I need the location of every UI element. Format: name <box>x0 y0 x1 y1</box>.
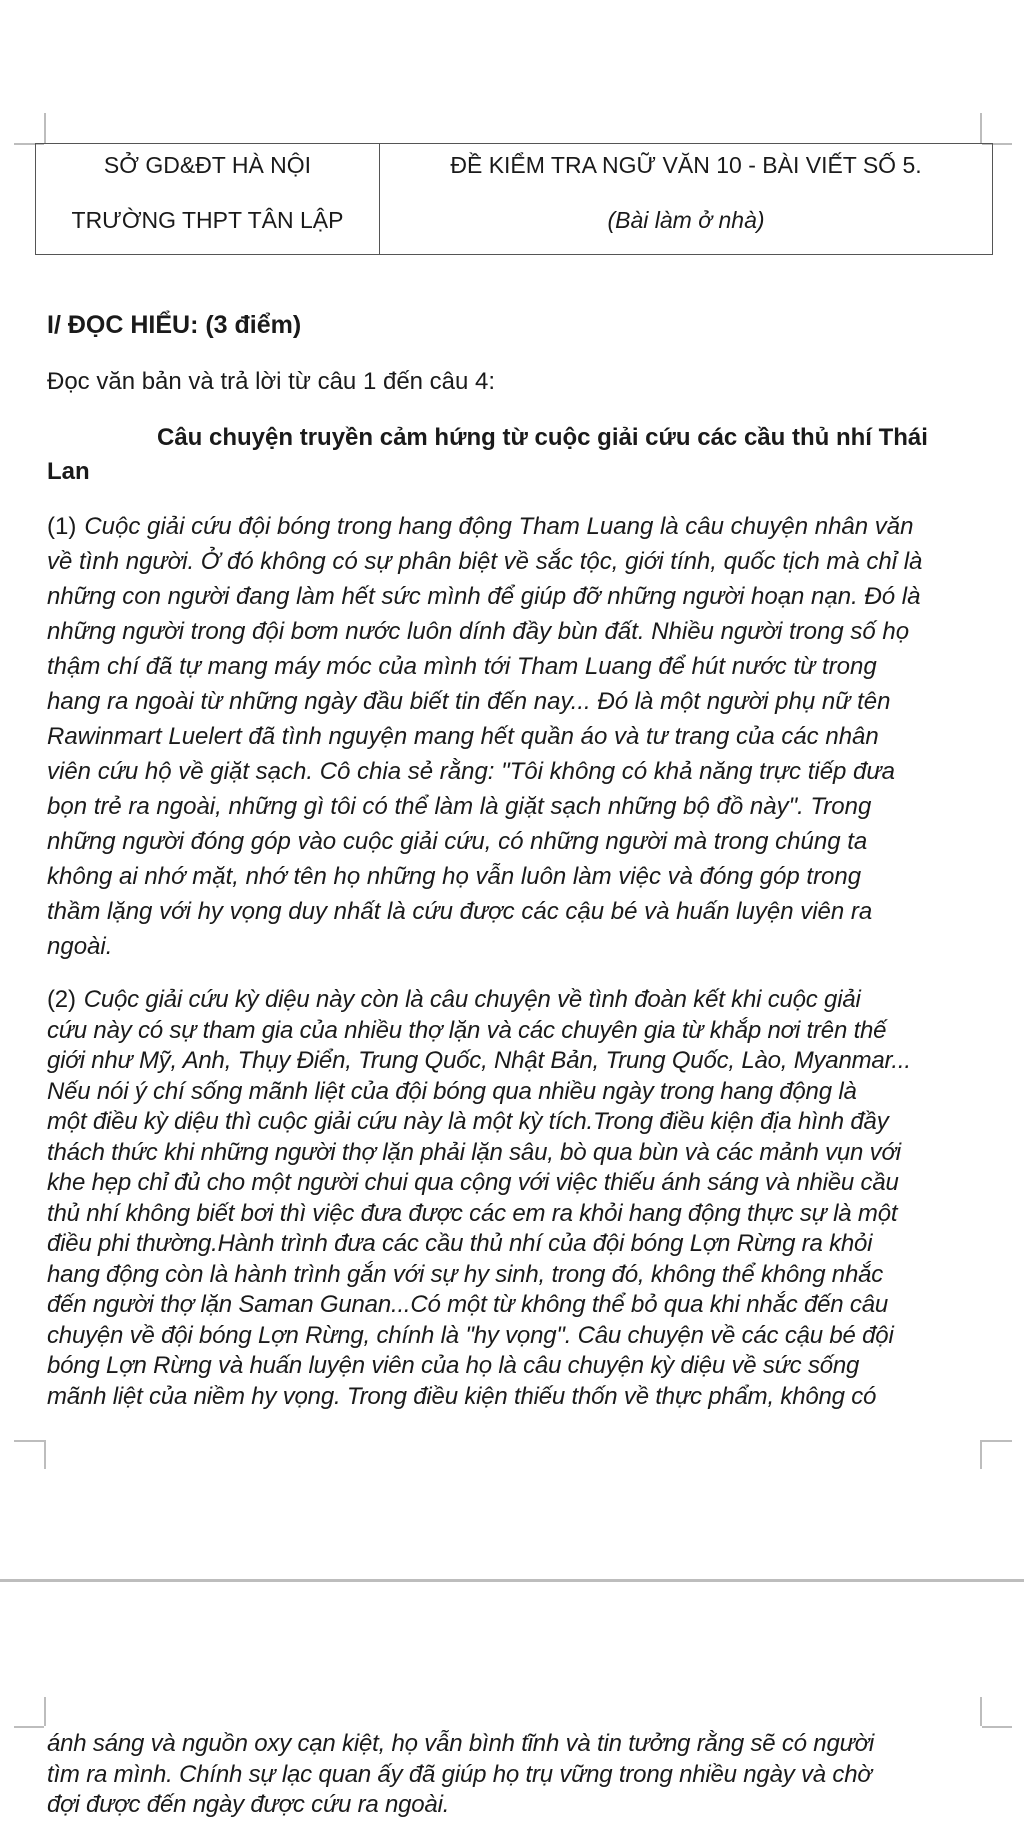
exam-info-cell <box>380 144 993 255</box>
paragraph-line: đến người thợ lặn Saman Gunan...Có một từ không thể bỏ qua khi nhắc đến câu <box>47 1291 888 1318</box>
paragraph-number: (1) <box>47 513 77 540</box>
paragraph-2-continued <box>47 1729 992 1821</box>
crop-mark-top-left-v <box>44 1697 46 1726</box>
paragraph-line: những người đóng góp vào cuộc giải cứu, có những người mà trong chúng ta <box>47 828 868 855</box>
crop-mark-top-left-h <box>14 1726 44 1728</box>
paragraph-line: bọn trẻ ra ngoài, những gì tôi có thể làm là giặt sạch những bộ đồ này". Trong <box>47 793 872 820</box>
crop-mark-top-right-h <box>982 1726 1012 1728</box>
paragraph-line: tìm ra mình. Chính sự lạc quan ấy đã giúp họ trụ vững trong nhiều ngày và chờ <box>47 1760 872 1788</box>
paragraph-line: một điều kỳ diệu thì cuộc giải cứu này là một kỳ tích.Trong điều kiện địa hình đầy <box>47 1108 889 1135</box>
paragraph-line: đợi được đến ngày được cứu ra ngoài. <box>47 1791 450 1818</box>
school-name: TRƯỜNG THPT TÂN LẬP <box>71 207 344 233</box>
paragraph-line: Nếu nói ý chí sống mãnh liệt của đội bóng qua nhiều ngày trong hang động là <box>47 1077 857 1105</box>
crop-mark-bottom-right-h <box>982 1440 1012 1442</box>
paragraph-line: chuyện về đội bóng Lợn Rừng, chính là "hy vọng". Câu chuyện về các cậu bé đội <box>47 1321 894 1349</box>
article-title-line-1: Câu chuyện truyền cảm hứng từ cuộc giải cứu các cầu thủ nhí Thái <box>157 424 928 451</box>
paragraph-number: (2) <box>47 986 76 1013</box>
department-name: SỞ GD&ĐT HÀ NỘI <box>103 152 312 178</box>
paragraph-line: thậm chí đã tự mang máy móc của mình tới Tham Luang để hút nước từ trong <box>47 653 877 680</box>
crop-mark-top-right-v <box>980 113 982 143</box>
page-break <box>0 1579 1024 1582</box>
paragraph-line: hang ra ngoài từ những ngày đầu biết tin đến nay... Đó là một người phụ nữ tên <box>47 688 891 715</box>
exam-title: ĐỀ KIỂM TRA NGỮ VĂN 10 - BÀI VIẾT SỐ 5. <box>450 152 922 178</box>
paragraph-line: bóng Lợn Rừng và huấn luyện viên của họ là câu chuyện kỳ diệu về sức sống <box>47 1352 860 1379</box>
crop-mark-top-left-v <box>44 113 46 143</box>
crop-mark-bottom-left-h <box>14 1440 44 1442</box>
paragraph-line: thầm lặng với hy vọng duy nhất là cứu được các cậu bé và huấn luyện viên ra <box>47 898 873 925</box>
section-heading: I/ ĐỌC HIỂU: (3 điểm) <box>47 311 302 339</box>
paragraph-line: thủ nhí không biết bơi thì việc đưa được các em ra khỏi hang động thực sự là một <box>47 1199 898 1227</box>
school-info-cell <box>36 144 380 255</box>
paragraph-line: những người trong đội bơm nước luôn dính đầy bùn đất. Nhiều người trong số họ <box>47 618 910 645</box>
paragraph-line: khe hẹp chỉ đủ cho một người chui qua cộng với việc thiếu ánh sáng và nhiều cầu <box>47 1169 899 1196</box>
paragraph-line: (2) Cuộc giải cứu kỳ diệu này còn là câu chuyện về tình đoàn kết khi cuộc giải <box>47 986 861 1013</box>
paragraph-line: ánh sáng và nguồn oxy cạn kiệt, họ vẫn bình tĩnh và tin tưởng rằng sẽ có người <box>47 1730 875 1757</box>
paragraph-line: hang động còn là hành trình gắn với sự hy sinh, trong đó, không thể không nhắc <box>47 1260 884 1288</box>
paragraph-line: cứu này có sự tham gia của nhiều thợ lặn và các chuyên gia từ khắp nơi trên thế <box>47 1016 887 1044</box>
paragraph-line: viên cứu hộ về giặt sạch. Cô chia sẻ rằng: "Tôi không có khả năng trực tiếp đưa <box>47 758 895 785</box>
article-title <box>47 421 992 489</box>
instruction-text: Đọc văn bản và trả lời từ câu 1 đến câu 4: <box>47 368 496 395</box>
paragraph-line: (1) Cuộc giải cứu đội bóng trong hang động Tham Luang là câu chuyện nhân văn <box>47 513 914 540</box>
crop-mark-bottom-right-v <box>980 1440 982 1469</box>
paragraph-line: không ai nhớ mặt, nhớ tên họ những họ vẫn luôn làm việc và đóng góp trong <box>47 863 862 890</box>
document-page-2 <box>0 1584 1024 1820</box>
crop-mark-bottom-left-v <box>44 1440 46 1469</box>
paragraph-line: giới như Mỹ, Anh, Thụy Điển, Trung Quốc, Nhật Bản, Trung Quốc, Lào, Myanmar... <box>47 1047 911 1074</box>
paragraph-line: những con người đang làm hết sức mình để giúp đỡ những người hoạn nạn. Đó là <box>47 583 921 610</box>
exam-header-table <box>35 143 993 255</box>
paragraph-line: thách thức khi những người thợ lặn phải lặn sâu, bò qua bùn và các mảnh vụn với <box>47 1138 901 1166</box>
paragraph-line: Rawinmart Luelert đã tình nguyện mang hết quần áo và tư trang của các nhân <box>47 723 879 750</box>
paragraph-line: mãnh liệt của niềm hy vọng. Trong điều kiện thiếu thốn về thực phẩm, không có <box>47 1382 877 1410</box>
paragraph-line: về tình người. Ở đó không có sự phân biệt về sắc tộc, giới tính, quốc tịch mà chỉ là <box>47 548 923 575</box>
crop-mark-top-right-v <box>980 1697 982 1726</box>
paragraph-line: điều phi thường.Hành trình đưa các cầu thủ nhí của đội bóng Lợn Rừng ra khỏi <box>47 1230 873 1257</box>
article-title-line-2: Lan <box>47 458 90 485</box>
paragraph-1 <box>47 509 992 964</box>
paragraph-line: ngoài. <box>47 933 113 960</box>
exam-subtitle: (Bài làm ở nhà) <box>607 207 765 233</box>
paragraph-2 <box>47 985 992 1412</box>
